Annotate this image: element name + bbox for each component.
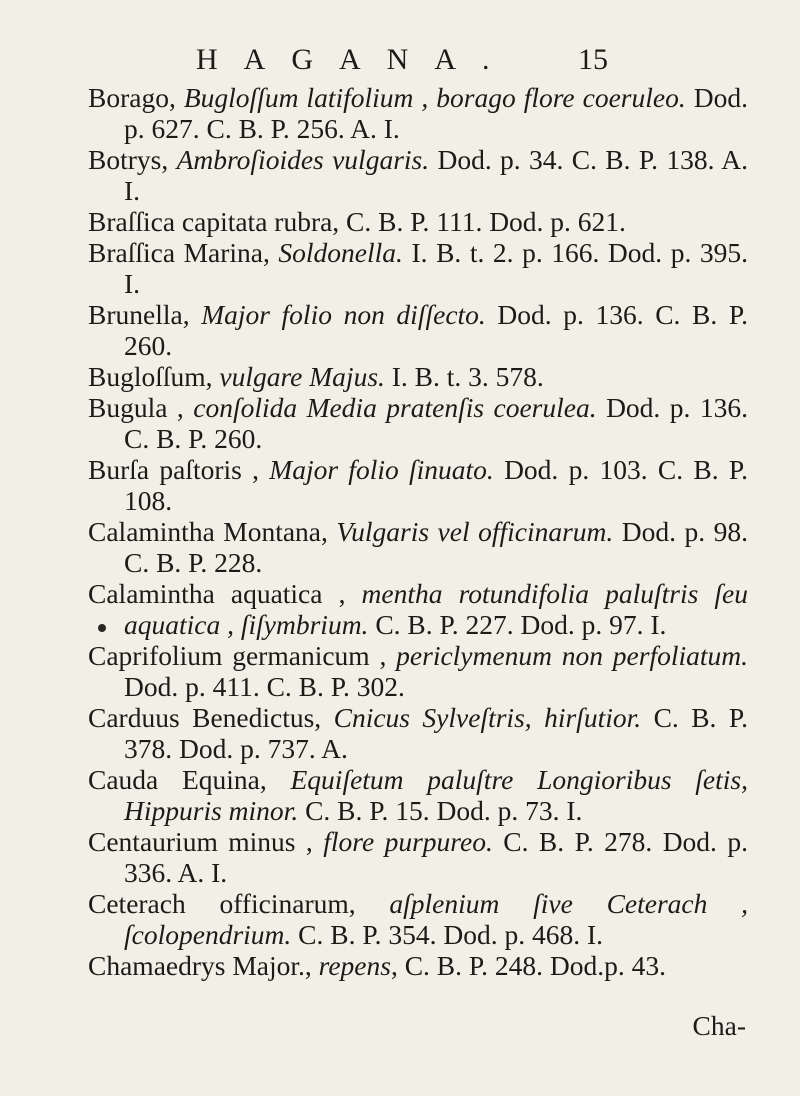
- running-head: HAGANA.: [196, 43, 516, 76]
- entry-name: Ceterach officinarum,: [88, 888, 390, 919]
- entry-synonym: Soldonella.: [278, 237, 403, 268]
- bullet-mark-icon: [98, 624, 106, 632]
- list-item: [88, 237, 748, 299]
- entry-reference: Dod. p. 136. C. B. P. 260.: [124, 392, 748, 454]
- entry-synonym: mentha rotundifolia paluſtris ſeu aquatica , ſiſymbrium.: [124, 578, 748, 640]
- page-number: 15: [578, 43, 608, 76]
- list-item: [88, 826, 748, 888]
- entry-name: Caprifolium germanicum ,: [88, 640, 397, 671]
- list-item: [88, 764, 748, 826]
- entry-name: Brunella,: [88, 299, 202, 330]
- entry-synonym: flore purpureo.: [323, 826, 493, 857]
- entry-name: Calamintha aquatica ,: [88, 578, 362, 609]
- entry-synonym: Cnicus Sylveſtris, hirſutior.: [333, 702, 642, 733]
- entry-synonym: repens: [318, 950, 391, 981]
- entry-name: Braſſica Marina,: [88, 237, 279, 268]
- entry-reference: Dod. p. 411. C. B. P. 302.: [124, 671, 405, 702]
- list-item: [88, 392, 748, 454]
- entry-name: Centaurium minus ,: [88, 826, 324, 857]
- list-item: [88, 950, 748, 981]
- entry-reference: , C. B. P. 248. Dod.p. 43.: [390, 950, 666, 981]
- entry-name: Bugula ,: [88, 392, 194, 423]
- entry-reference: C. B. P. 354. Dod. p. 468. I.: [291, 919, 603, 950]
- entry-reference: Dod. p. 34. C. B. P. 138. A. I.: [124, 144, 749, 206]
- entry-reference: I. B. t. 2. p. 166. Dod. p. 395. I.: [124, 237, 748, 299]
- entry-name: Botrys,: [88, 144, 177, 175]
- entry-name: Borago,: [88, 82, 184, 113]
- list-item: [88, 640, 748, 702]
- list-item: [88, 578, 748, 640]
- entry-synonym: vulgare Majus.: [219, 361, 385, 392]
- entry-reference: Dod. p. 98. C. B. P. 228.: [124, 516, 748, 578]
- list-item: [88, 206, 748, 237]
- entry-reference: C. B. P. 15. Dod. p. 73. I.: [298, 795, 583, 826]
- list-item: [88, 361, 748, 392]
- herb-list: [88, 82, 748, 981]
- entry-reference: C. B. P. 227. Dod. p. 97. I.: [368, 609, 667, 640]
- entry-synonym: conſolida Media pratenſis coerulea.: [193, 392, 597, 423]
- list-item: [88, 454, 748, 516]
- entry-synonym: periclymenum non perfoliatum.: [396, 640, 748, 671]
- entry-synonym: Major folio ſinuato.: [269, 454, 494, 485]
- entry-synonym: aſplenium ſive Ceterach , ſcolopendrium.: [124, 888, 749, 950]
- entry-name: Chamaedrys Major.,: [88, 950, 319, 981]
- entry-reference: Dod. p. 103. C. B. P. 108.: [124, 454, 748, 516]
- entry-synonym: Vulgaris vel officinarum.: [336, 516, 614, 547]
- entry-reference: I. B. t. 3. 578.: [384, 361, 544, 392]
- entry-synonym: Equiſetum paluſtre Longioribus ſetis, Hippuris minor.: [124, 764, 748, 826]
- entry-synonym: Ambroſioides vulgaris.: [176, 144, 430, 175]
- entry-name: Calamintha Montana,: [88, 516, 337, 547]
- entry-name: Braſſica capitata rubra, C. B. P. 111. Dod. p. 621.: [88, 206, 626, 237]
- entry-name: Bugloſſum,: [88, 361, 220, 392]
- entry-reference: C. B. P. 378. Dod. p. 737. A.: [124, 702, 748, 764]
- entry-name: Carduus Benedictus,: [88, 702, 334, 733]
- entry-name: Burſa paſtoris ,: [88, 454, 270, 485]
- entry-reference: C. B. P. 278. Dod. p. 336. A. I.: [124, 826, 748, 888]
- list-item: [88, 702, 748, 764]
- list-item: [88, 144, 748, 206]
- entry-reference: Dod. p. 627. C. B. P. 256. A. I.: [124, 82, 748, 144]
- catchword: Cha-: [692, 1010, 746, 1041]
- entry-synonym: Bugloſſum latifolium , borago flore coeruleo.: [183, 82, 686, 113]
- entry-name: Cauda Equina,: [88, 764, 291, 795]
- list-item: [88, 516, 748, 578]
- list-item: [88, 82, 748, 144]
- entry-synonym: Major folio non diſſecto.: [201, 299, 486, 330]
- page-header: [0, 40, 800, 80]
- list-item: [88, 888, 748, 950]
- list-item: [88, 299, 748, 361]
- entry-reference: Dod. p. 136. C. B. P. 260.: [124, 299, 748, 361]
